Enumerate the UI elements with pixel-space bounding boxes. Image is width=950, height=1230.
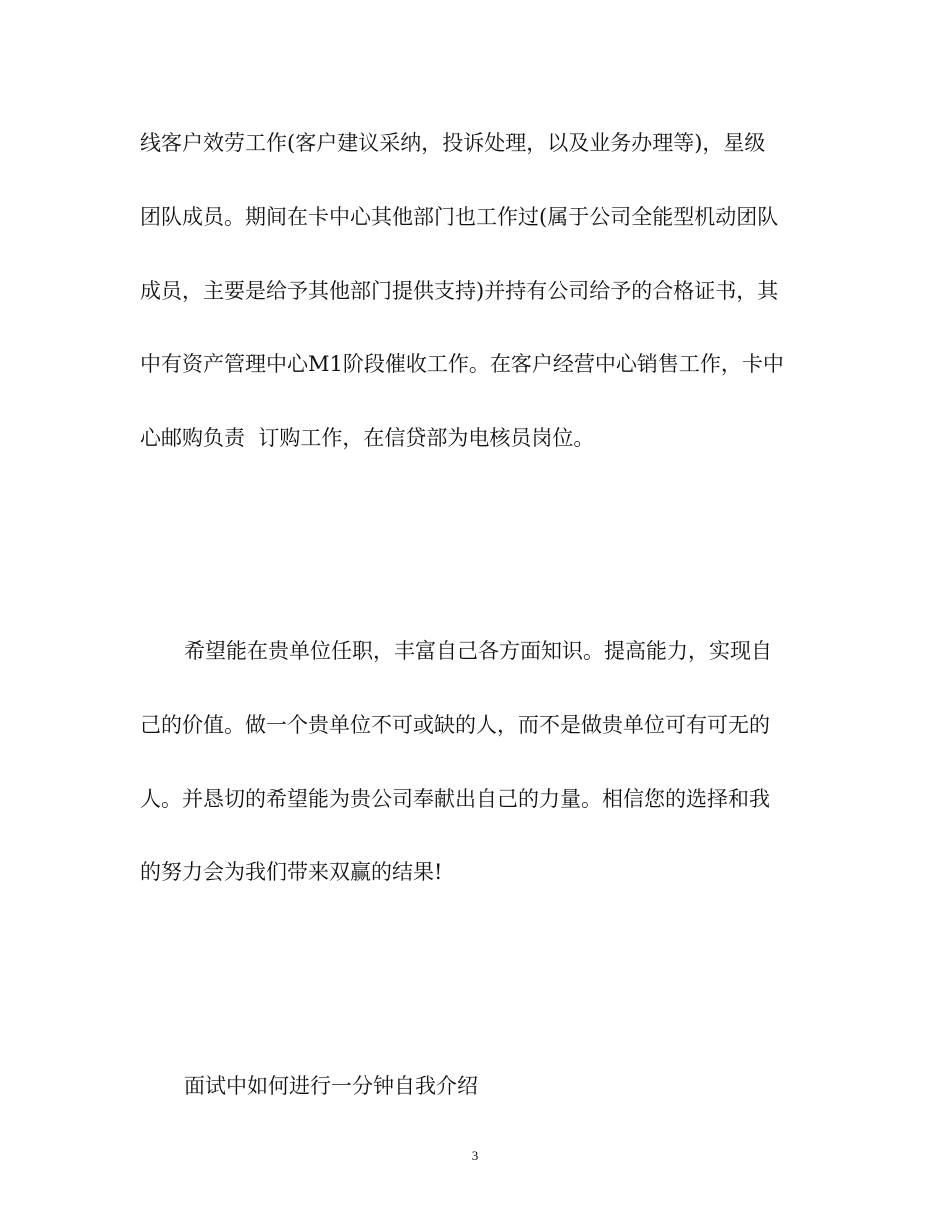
- page-number: 3: [471, 1148, 479, 1163]
- section-heading: 面试中如何进行一分钟自我介绍: [184, 1074, 478, 1098]
- text-line: 希望能在贵单位任职，丰富自己各方面知识。提高能力，实现自: [184, 639, 772, 663]
- text-line: 的努力会为我们带来双赢的结果!: [140, 860, 443, 884]
- text-line: 成员，主要是给予其他部门提供支持)并持有公司给予的合格证书，其: [140, 279, 779, 303]
- text-line: 己的价值。做一个贵单位不可或缺的人，而不是做贵单位可有可无的: [140, 713, 770, 737]
- text-line: 团队成员。期间在卡中心其他部门也工作过(属于公司全能型机动团队: [140, 205, 779, 229]
- text-line: 人。并恳切的希望能为贵公司奉献出自己的力量。相信您的选择和我: [140, 787, 770, 811]
- text-line: 线客户效劳工作(客户建议采纳，投诉处理，以及业务办理等)，星级: [140, 131, 766, 155]
- text-line: 中有资产管理中心M1阶段催收工作。在客户经营中心销售工作，卡中: [140, 352, 784, 376]
- text-line: 心邮购负责 订购工作，在信贷部为电核员岗位。: [140, 426, 595, 450]
